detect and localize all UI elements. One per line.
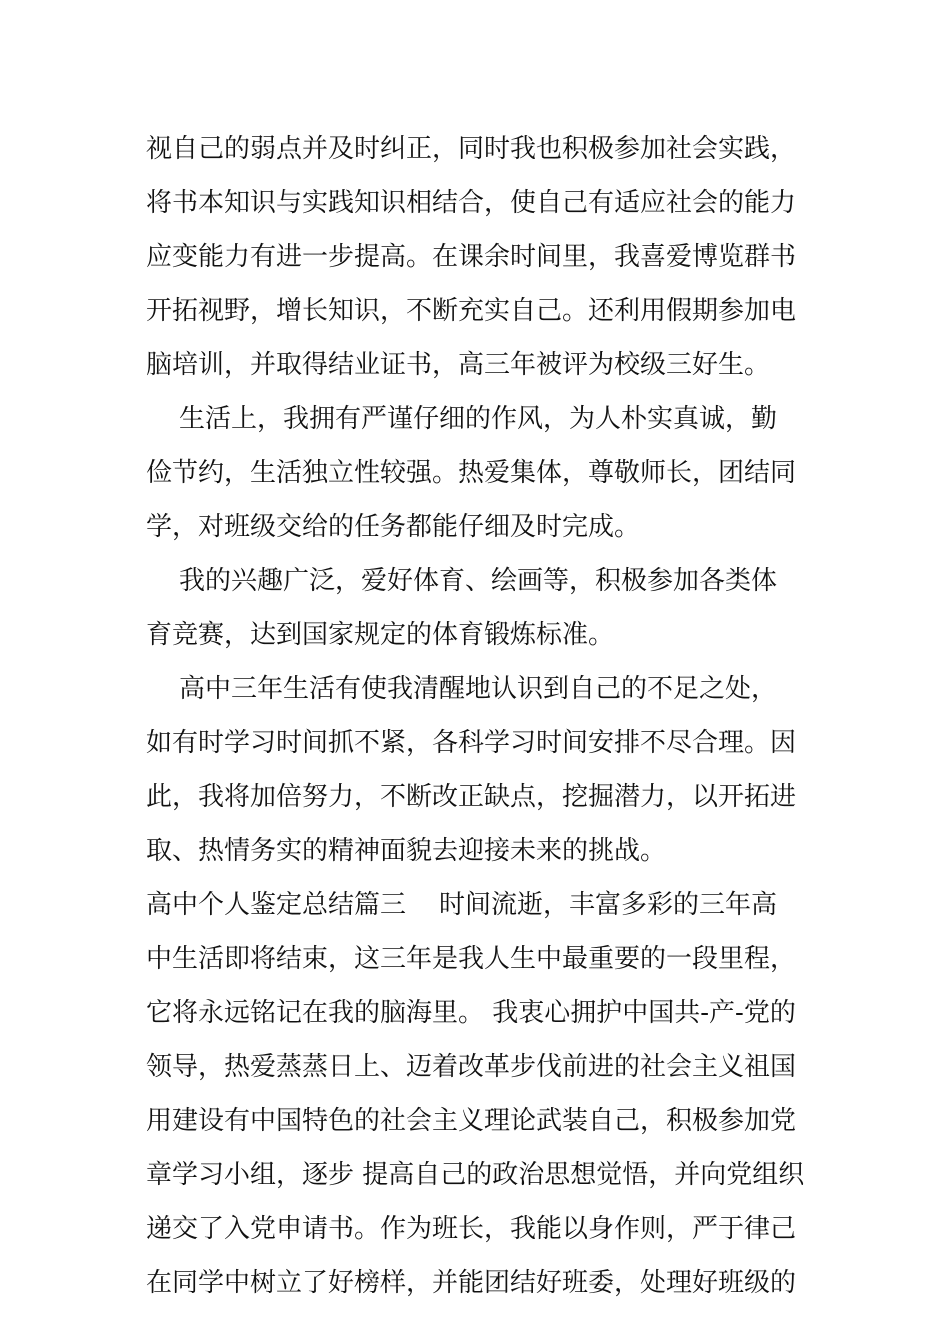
text-line: 在同学中树立了好榜样，并能团结好班委，处理好班级的	[146, 1268, 797, 1298]
text-line: 学，对班级交给的任务都能仔细及时完成。	[146, 512, 641, 542]
text-line: 它将永远铭记在我的脑海里。 我衷心拥护中国共-产-党的	[146, 998, 796, 1028]
text-line: 育竞赛，达到国家规定的体育锻炼标准。	[146, 620, 615, 650]
text-line: 我的兴趣广泛，爱好体育、绘画等，积极参加各类体	[146, 566, 778, 596]
text-line: 高中三年生活有使我清醒地认识到自己的不足之处，	[146, 674, 778, 704]
text-line: 脑培训，并取得结业证书，高三年被评为校级三好生。	[146, 350, 771, 380]
text-line: 取、热情务实的精神面貌去迎接未来的挑战。	[146, 836, 667, 866]
text-line: 视自己的弱点并及时纠正，同时我也积极参加社会实践，	[146, 134, 797, 164]
text-line: 用建设有中国特色的社会主义理论武装自己，积极参加党	[146, 1106, 797, 1136]
text-line: 此，我将加倍努力，不断改正缺点，挖掘潜力，以开拓进	[146, 782, 797, 812]
text-line: 开拓视野，增长知识，不断充实自己。还利用假期参加电	[146, 296, 797, 326]
text-line: 章学习小组，逐步 提高自己的政治思想觉悟，并向党组织	[146, 1160, 805, 1190]
text-line: 将书本知识与实践知识相结合，使自己有适应社会的能力	[146, 188, 797, 218]
text-line: 递交了入党申请书。作为班长，我能以身作则，严于律己	[146, 1214, 797, 1244]
text-line: 俭节约，生活独立性较强。热爱集体，尊敬师长，团结同	[146, 458, 797, 488]
text-line: 高中个人鉴定总结篇三 时间流逝，丰富多彩的三年高	[146, 890, 778, 920]
text-line: 生活上，我拥有严谨仔细的作风，为人朴实真诚，勤	[146, 404, 778, 434]
body-text	[146, 122, 816, 1310]
text-line: 领导，热爱蒸蒸日上、迈着改革步伐前进的社会主义祖国	[146, 1052, 797, 1082]
text-line: 中生活即将结束，这三年是我人生中最重要的一段里程，	[146, 944, 797, 974]
text-line: 应变能力有进一步提高。在课余时间里，我喜爱博览群书	[146, 242, 797, 272]
text-line: 如有时学习时间抓不紧，各科学习时间安排不尽合理。因	[146, 728, 797, 758]
